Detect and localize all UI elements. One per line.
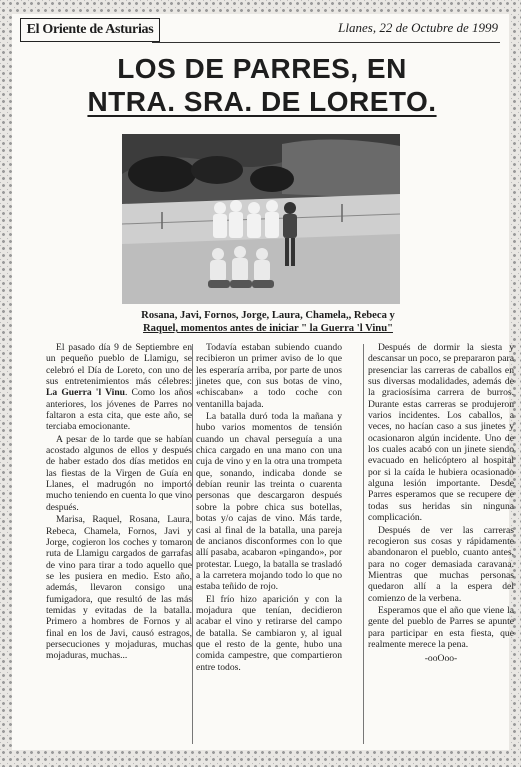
caption-line-1: Rosana, Javi, Fornos, Jorge, Laura, Chamela,, Rebeca y [141, 310, 395, 321]
article-paragraph: Después de ver las carreras recogieron sus cosas y rápidamente abandonaron el pueblo, cuanto antes, para no coger demasiada caravana. Mientras que muchas personas quedaron allí a la espera del comienzo de la verbena. [368, 524, 514, 604]
article-column-3 [368, 342, 514, 665]
article-paragraph [46, 342, 192, 433]
article-paragraph: Marisa, Raquel, Rosana, Laura, Rebeca, Chamela, Fornos, Javi y Jorge, cogieron los coches y tomaron ruta de Llamigu cargados de garrafas de vino para tirar a todo aquello que se les pusiera en medio. Esto año, además, llevaron consigo una fumigadora, que resultó de las más temidas y evitadas de la batalla. Primero a hombres de Fornos y al final en los de Javi, causó estragos, persecuciones y mojaduras, muchas mojaduras, muchas... [46, 514, 192, 662]
headline-line-2: NTRA. SRA. DE LORETO. [87, 86, 437, 117]
headline-line-1: LOS DE PARRES, EN [117, 53, 407, 84]
dateline: Llanes, 22 de Octubre de 1999 [338, 20, 498, 35]
newspaper-masthead: El Oriente de Asturias [20, 18, 160, 42]
article-paragraph: Esperamos que el año que viene la gente del pueblo de Parres se apunte para participar en esta fiesta, que realmente merece la pena. [368, 604, 514, 650]
end-mark: -ooOoo- [424, 653, 458, 665]
article-paragraph: El frío hizo aparición y con la mojadura que tenían, decidieron acabar el vino y retirarse del campo de batalla. Se cambiaron y, al igual que el resto de la gente, hubo una comida campestre, que compartieron entre todos. [196, 593, 342, 673]
article-paragraph: La batalla duró toda la mañana y hubo varios momentos de tensión cuando un chaval perseguía a una chica cargado en una mano con una cuja de vino y en la otra una trompeta que, sonando, indicaba donde se debían reunir las treinta o cuarenta personas que descargaron después sobre la pobre chica sus botellas, botas y/o cajas de vino. Más tarde, casi al final de la batalla, una pareja de ancianos disconformes con lo que allí pasaba, acabaron «pingando», por protestar. Luego, la batalla se trasladó a la carretera mojando todo lo que no estaba teñido de rojo. [196, 411, 342, 593]
newspaper-clipping [12, 14, 514, 750]
header-rule [152, 42, 500, 43]
column-divider [363, 344, 364, 744]
article-paragraph: A pesar de lo tarde que se habían acostado algunos de ellos y después de haber estado dos días metidos en las fiestas de la Virgen de Guía en Llanes, el madrugón no importó mucho teniendo en cuenta lo que vino después. [46, 433, 192, 513]
article-column-1 [46, 342, 192, 662]
article-column-2 [196, 342, 342, 673]
photo-caption [110, 309, 426, 335]
article-paragraph: Después de dormir la siesta y descansar un poco, se prepararon para presenciar las carreras de caballos en sus diversas modalidades, además de la graciosísima carrera de burros. Durante estas carreras se produjeron varios incidentes. Los caballos, a veces, no hacían caso a sus jinetes y ocasionaron algún incidente. Uno de los cuales acabó con un jinete siendo evacuado en helicóptero al hospital por si la caída le hubiera ocasionado alguna lesión importante. Desde Parres esperamos que se recupere de todas sus heridas sin ninguna complicación. [368, 342, 514, 524]
caption-line-2: Raquel, momentos antes de iniciar " la Guerra 'l Vinu" [143, 323, 393, 334]
group-photo-image [122, 134, 400, 304]
article-text: . Como los años anteriores, los jóvenes de Parres no faltaron a esta cita, que este año, se terciaba emocionante. [46, 387, 192, 433]
group-photo [122, 134, 400, 304]
headline [42, 52, 482, 118]
article-text: El pasado día 9 de Septiembre en un pequeño pueblo de Llamigu, se celebró el Día de Loreto, con uno de sus entretenimientos más célebres: [46, 342, 192, 388]
article-paragraph: Todavía estaban subiendo cuando recibieron un primer aviso de lo que les esperaría arriba, por parte de unos jinetes que, con sus botas de vino, «chiscaban» a todo coche con ventanilla bajada. [196, 342, 342, 410]
article-text-bold: La Guerra 'l Vinu [46, 387, 125, 399]
column-divider [192, 344, 193, 744]
